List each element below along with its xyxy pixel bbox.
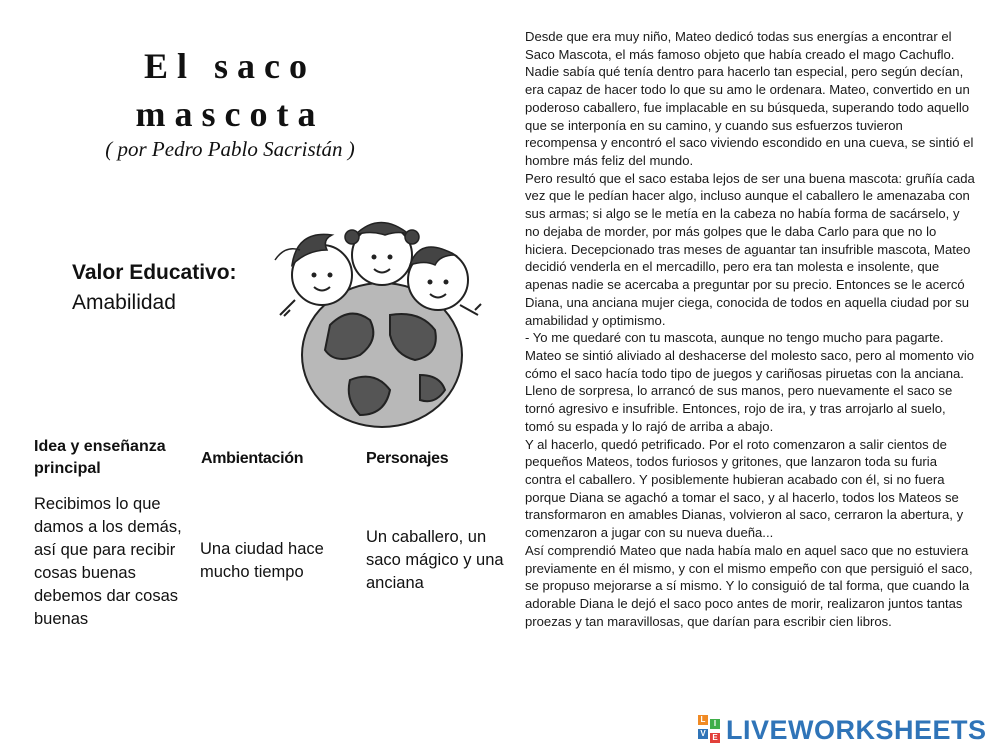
worksheet-title <box>60 42 400 138</box>
mark-letter: I <box>710 719 720 729</box>
table-header-ambientacion: Ambientación <box>201 450 304 467</box>
liveworksheets-mark-icon <box>698 715 722 745</box>
mark-letter: V <box>698 729 708 739</box>
table-header-personajes: Personajes <box>366 450 449 467</box>
story-paragraph: Mateo se sintió aliviado al deshacerse del molesto saco, pero al momento vio cómo el saco hacía todo tipo de juegos y cariñosas piruetas con la anciana. Lleno de sorpresa, lo arrancó de sus manos, pero nuevamente el saco se tornó agresivo e insufrible. Entonces, rojo de ira, y tras arrojarlo al suelo, tomó su espada y lo rajó de arriba a abajo. <box>525 347 975 434</box>
table-cell-ambientacion: Una ciudad hace mucho tiempo <box>200 540 324 581</box>
table-cell-personajes: Un caballero, un saco mágico y una anciana <box>366 528 504 592</box>
liveworksheets-wordmark: LIVEWORKSHEETS <box>726 714 987 745</box>
story-text <box>525 28 975 630</box>
title-line-1: El saco <box>143 46 316 86</box>
title-line-2: mascota <box>135 94 325 134</box>
author-credit: ( por Pedro Pablo Sacristán ) <box>105 137 355 161</box>
mark-letter: E <box>710 733 720 743</box>
educational-value-label: Valor Educativo: <box>72 261 237 284</box>
liveworksheets-logo <box>698 713 987 747</box>
kids-on-globe-illustration <box>270 205 490 430</box>
mark-letter: L <box>698 715 708 725</box>
story-paragraph: Así comprendió Mateo que nada había malo en aquel saco que no estuviera previamente en él mismo, y con el mismo empeño con que persiguió el saco, se propuso mejorarse a sí mismo. Y lo consiguió de tal forma, que cuando la adorable Diana le dejó el saco poco antes de morir, realizaron juntos tantas proezas y tan maravillosas, que darían para escribir cien libros. <box>525 542 973 629</box>
story-paragraph: Y al hacerlo, quedó petrificado. Por el roto comenzaron a salir cientos de pequeños Mateos, todos furiosos y gritones, que lanzaron toda su furia contra el caballero. Y posiblemente hubieran acabado con él, si no fuera porque Diana se agachó a tomar el saco, y al hacerlo, todos los Mateos se transformaron en amables Dianas, volvieron al saco, cerraron la abertura, y comenzaron a jugar con su nueva dueña... <box>525 436 964 541</box>
story-paragraph: - Yo me quedaré con tu mascota, aunque no tengo mucho para pagarte. <box>525 330 944 346</box>
story-paragraph: Pero resultó que el saco estaba lejos de ser una buena mascota: gruñía cada vez que le pedían hacer algo, incluso aunque el caballero le amenazaba con sus armas; si algo se le metía en la cabeza no había forma de sacárselo, y no dejaba de morder, por más golpes que le daba Carlo para que no lo hiciera. Decepcionado tras meses de aguantar tan insufrible mascota, Mateo decidió venderla en el mercadillo, pero era tan molesta e insolente, que apenas nadie se acercaba a preguntar por su precio. Entonces se le acercó Diana, una anciana mujer ciega, conocida de todos en aquella ciudad por su amabilidad y optimismo. <box>525 170 975 328</box>
educational-value-text: Amabilidad <box>72 291 176 314</box>
educational-value <box>72 258 237 318</box>
table-cell-idea: Recibimos lo que damos a los demás, así que para recibir cosas buenas debemos dar cosas buenas <box>34 495 182 628</box>
story-paragraph: Desde que era muy niño, Mateo dedicó todas sus energías a encontrar el Saco Mascota, el más famoso objeto que había creado el mago Cachuflo. Nadie sabía qué tenía dentro para hacerlo tan especial, pero según decían, era capaz de hacer todo lo que su amo le ordenara. Mateo, convertido en un poderoso caballero, fue implacable en su búsqueda, superando todo aquello que se interponía en su camino, y cuando sus esfuerzos tuvieron recompensa y encontró el saco viviendo escondido en una cueva, se sintió el hombre más feliz del mundo. <box>525 29 974 169</box>
table-header-idea: Idea y enseñanza principal <box>34 438 166 477</box>
